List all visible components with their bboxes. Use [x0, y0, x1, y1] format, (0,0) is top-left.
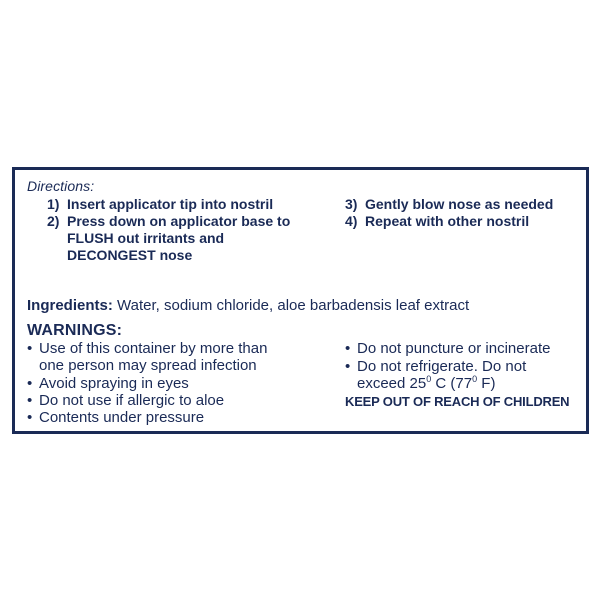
warning-text: Do not use if allergic to aloe: [39, 392, 225, 409]
warning-text-line-2: one person may spread infection: [39, 357, 257, 374]
warning-text: Avoid spraying in eyes: [39, 375, 189, 392]
ingredients-label: Ingredients:: [27, 297, 113, 314]
step-text: Repeat with other nostril: [365, 213, 530, 229]
warning-text-line-1: Do not refrigerate. Do not: [357, 358, 527, 375]
warning-item-2: [27, 375, 189, 392]
bullet-icon: •: [27, 340, 33, 357]
direction-step-1: [47, 196, 273, 213]
bullet-icon: •: [27, 375, 33, 392]
bullet-icon: •: [345, 340, 351, 357]
warning-item-1: [27, 340, 267, 374]
direction-step-3: [345, 196, 553, 213]
step-text-line-2: FLUSH out irritants and: [67, 230, 225, 246]
bullet-icon: •: [345, 358, 351, 375]
label-panel: [12, 167, 589, 434]
warning-text-line-1: Use of this container by more than: [39, 340, 268, 357]
warning-item-6: [345, 358, 526, 392]
direction-step-4: [345, 213, 529, 230]
direction-step-2: [47, 213, 290, 264]
bullet-icon: •: [27, 392, 33, 409]
ingredients-text: Water, sodium chloride, aloe barbadensis leaf extract: [117, 297, 470, 314]
step-number: 1): [47, 196, 60, 212]
directions-heading: Directions:: [27, 178, 95, 194]
step-number: 3): [345, 196, 358, 212]
ingredients-line: [27, 297, 469, 314]
step-text: Gently blow nose as needed: [365, 196, 554, 212]
warning-text-line-2: exceed $25^0$ C ($77^0$ F): [357, 374, 496, 392]
warning-item-5: [345, 340, 550, 357]
step-number: 4): [345, 213, 358, 229]
step-text: Insert applicator tip into nostril: [67, 196, 274, 212]
warning-text: Contents under pressure: [39, 409, 205, 426]
step-text-line-3: DECONGEST nose: [67, 247, 193, 263]
step-text-line-1: Press down on applicator base to: [67, 213, 291, 229]
bullet-icon: •: [27, 409, 33, 426]
warning-item-4: [27, 409, 204, 426]
keep-out-of-reach-notice: KEEP OUT OF REACH OF CHILDREN: [345, 394, 570, 409]
step-number: 2): [47, 213, 60, 229]
warning-text: Do not puncture or incinerate: [357, 340, 551, 357]
warnings-heading: WARNINGS:: [27, 322, 123, 339]
warning-item-3: [27, 392, 224, 409]
